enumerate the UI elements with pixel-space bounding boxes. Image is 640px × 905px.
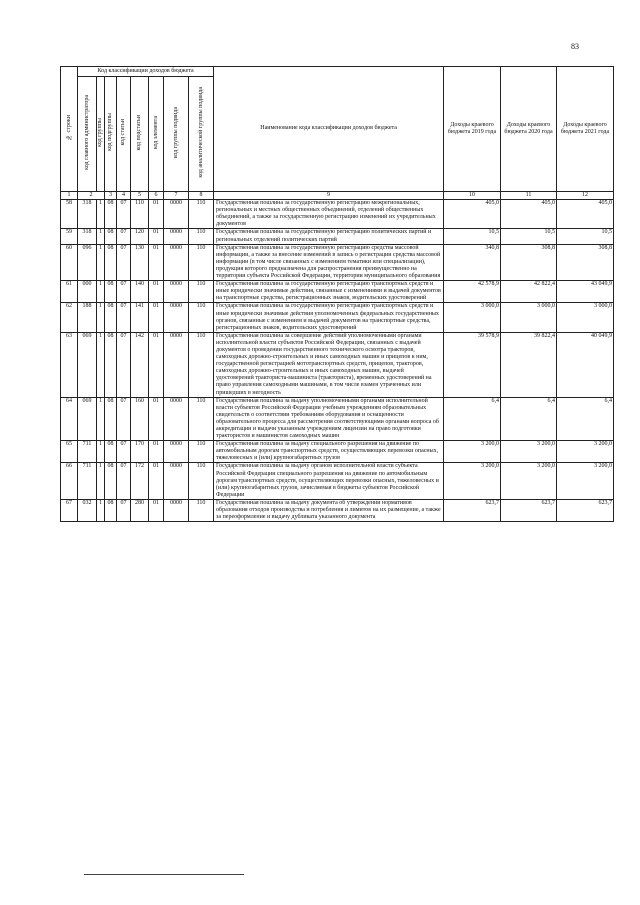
column-number: 4: [117, 192, 131, 200]
subtype-group-code: 0000: [164, 463, 189, 499]
table-row: [61, 441, 614, 463]
column-number: 1: [61, 192, 78, 200]
table-row: [61, 499, 614, 521]
subgroup-code: 08: [105, 303, 117, 332]
admin-code: 188: [78, 303, 97, 332]
element-code: 01: [149, 229, 164, 244]
income-name: Государственная пошлина за государственную регистрацию транспортных средств и иные юридически значимые действия, связанные с изменениями и выдачей документов на транспортные средства, регистрационных знаков, водительских удостоверений: [214, 281, 444, 303]
admin-code: 069: [78, 332, 97, 397]
amount-2020: 39 822,4: [501, 332, 557, 397]
analytic-group-code: 110: [189, 281, 214, 303]
column-number: 9: [214, 192, 444, 200]
column-number: 12: [557, 192, 614, 200]
admin-code: 711: [78, 463, 97, 499]
article-code: 07: [117, 281, 131, 303]
group-code: 1: [97, 244, 105, 280]
subgroup-code: 08: [105, 281, 117, 303]
amount-2021: 40 049,9: [557, 332, 614, 397]
income-name: Государственная пошлина за государственную регистрацию транспортных средств и иные юридически значимые действия уполномоченных федеральных государственных органов, связанные с изменением и выдачей документов на транспортные средства, регистрационных знаков, водительских удостоверений: [214, 303, 444, 332]
row-number: 59: [61, 229, 78, 244]
row-number: 58: [61, 200, 78, 229]
subarticle-code: 141: [131, 303, 149, 332]
amount-2021: 10,5: [557, 229, 614, 244]
analytic-group-code: 110: [189, 441, 214, 463]
subtype-group-code: 0000: [164, 332, 189, 397]
table-row: [61, 303, 614, 332]
amount-2020: 3 000,0: [501, 303, 557, 332]
subgroup-code: 08: [105, 244, 117, 280]
amount-2021: 623,7: [557, 499, 614, 521]
amount-2019: 3 200,0: [444, 441, 501, 463]
amount-2020: 6,4: [501, 397, 557, 441]
header-subgroup-code: код подгруппы: [105, 77, 117, 192]
table-body: [61, 200, 614, 522]
column-number: 8: [189, 192, 214, 200]
amount-2019: 42 578,9: [444, 281, 501, 303]
amount-2019: 405,0: [444, 200, 501, 229]
subtype-group-code: 0000: [164, 200, 189, 229]
subarticle-code: 160: [131, 397, 149, 441]
admin-code: 032: [78, 499, 97, 521]
header-2021: Доходы краевого бюджета 2021 года: [557, 67, 614, 192]
analytic-group-code: 110: [189, 229, 214, 244]
element-code: 01: [149, 303, 164, 332]
article-code: 07: [117, 332, 131, 397]
analytic-group-code: 110: [189, 200, 214, 229]
group-code: 1: [97, 229, 105, 244]
admin-code: 096: [78, 244, 97, 280]
amount-2019: 3 200,0: [444, 463, 501, 499]
header-admin-code: код главного администратора: [78, 77, 97, 192]
article-code: 07: [117, 244, 131, 280]
income-name: Государственная пошлина за государственную регистрацию средства массовой информации, а также за внесение изменений в запись о регистрации средства массовой информации (в том числе связанных с изменением тематики или специализации), продукция которого предназначена для распространения преимущественно на территории субъекта Российской Федерации, территории муниципального образования: [214, 244, 444, 280]
article-code: 07: [117, 200, 131, 229]
column-number: 5: [131, 192, 149, 200]
header-subtype-group-code: код группы подвида: [164, 77, 189, 192]
element-code: 01: [149, 441, 164, 463]
subtype-group-code: 0000: [164, 244, 189, 280]
amount-2020: 308,8: [501, 244, 557, 280]
amount-2019: 3 000,0: [444, 303, 501, 332]
income-name: Государственная пошлина за государственную регистрацию межрегиональных, региональных и местных общественных объединений, отделений общественных объединений, а также за государственную регистрацию изменений их учредительных документов: [214, 200, 444, 229]
amount-2019: 39 578,9: [444, 332, 501, 397]
subtype-group-code: 0000: [164, 397, 189, 441]
row-number: 60: [61, 244, 78, 280]
subgroup-code: 08: [105, 229, 117, 244]
amount-2020: 405,0: [501, 200, 557, 229]
amount-2021: 43 049,9: [557, 281, 614, 303]
income-name: Государственная пошлина за совершение действий уполномоченными органами исполнительной власти субъектов Российской Федерации, связанных с выдачей документов о проведении государственного технического осмотра тракторов, самоходных дорожно-строительных и иных самоходных машин и прицепов к ним, государственной регистрацией мототранспортных средств, прицепов, тракторов, самоходных дорожно-строительных и иных самоходных машин, выдачей удостоверений тракториста-машиниста (тракториста), временных удостоверений на право управления самоходными машинами, в том числе взамен утраченных или пришедших в негодность: [214, 332, 444, 397]
header-row-number: № строки: [61, 67, 78, 192]
header-article-code: код статьи: [117, 77, 131, 192]
analytic-group-code: 110: [189, 499, 214, 521]
subgroup-code: 08: [105, 200, 117, 229]
subarticle-code: 280: [131, 499, 149, 521]
admin-code: 000: [78, 281, 97, 303]
amount-2021: 308,8: [557, 244, 614, 280]
subarticle-code: 142: [131, 332, 149, 397]
subarticle-code: 172: [131, 463, 149, 499]
row-number: 65: [61, 441, 78, 463]
amount-2020: 10,5: [501, 229, 557, 244]
element-code: 01: [149, 200, 164, 229]
header-classification-group: Код классификации доходов бюджета: [78, 67, 214, 77]
amount-2019: 340,8: [444, 244, 501, 280]
income-name: Государственная пошлина за выдачу специального разрешения на движение по автомобильным дорогам транспортных средств, осуществляющих перевозки опасных, тяжеловесных и (или) крупногабаритных грузов: [214, 441, 444, 463]
column-number: 3: [105, 192, 117, 200]
row-number: 67: [61, 499, 78, 521]
article-code: 07: [117, 463, 131, 499]
row-number: 66: [61, 463, 78, 499]
admin-code: 318: [78, 229, 97, 244]
subarticle-code: 120: [131, 229, 149, 244]
article-code: 07: [117, 303, 131, 332]
element-code: 01: [149, 244, 164, 280]
income-name: Государственная пошлина за выдачу документа об утверждении нормативов образования отходов производства и потребления и лимитов на их размещение, а также за переоформление и выдачу дубликата указанного документа: [214, 499, 444, 521]
subarticle-code: 110: [131, 200, 149, 229]
group-code: 1: [97, 397, 105, 441]
row-number: 63: [61, 332, 78, 397]
column-number: 7: [164, 192, 189, 200]
table-row: [61, 397, 614, 441]
header-element-code: код элемента: [149, 77, 164, 192]
table-row: [61, 200, 614, 229]
header-name: Наименование кода классификации доходов бюджета: [214, 67, 444, 192]
column-number: 11: [501, 192, 557, 200]
subgroup-code: 08: [105, 332, 117, 397]
column-number-row: [61, 192, 614, 200]
row-number: 64: [61, 397, 78, 441]
income-name: Государственная пошлина за выдачу органом исполнительной власти субъекта Российской Федерации специального разрешения на движение по автомобильным дорогам транспортных средств, осуществляющих перевозки опасных, тяжеловесных и (или) крупногабаритных грузов, зачисляемая в бюджеты субъектов Российской Федерации: [214, 463, 444, 499]
subarticle-code: 130: [131, 244, 149, 280]
analytic-group-code: 110: [189, 332, 214, 397]
subtype-group-code: 0000: [164, 229, 189, 244]
subtype-group-code: 0000: [164, 303, 189, 332]
amount-2021: 405,0: [557, 200, 614, 229]
page-number: 83: [571, 42, 579, 51]
subarticle-code: 170: [131, 441, 149, 463]
subtype-group-code: 0000: [164, 441, 189, 463]
revenue-classification-table: [60, 66, 614, 522]
admin-code: 069: [78, 397, 97, 441]
group-code: 1: [97, 303, 105, 332]
column-number: 2: [78, 192, 105, 200]
group-code: 1: [97, 281, 105, 303]
subtype-group-code: 0000: [164, 499, 189, 521]
subgroup-code: 08: [105, 441, 117, 463]
amount-2021: 3 000,0: [557, 303, 614, 332]
header-2020: Доходы краевого бюджета 2020 года: [501, 67, 557, 192]
column-number: 10: [444, 192, 501, 200]
table-row: [61, 332, 614, 397]
income-name: Государственная пошлина за выдачу уполномоченными органами исполнительной власти субъектов Российской Федерации учебным учреждениям образовательных свидетельств о соответствии требованиям оборудования и оснащенности образовательного процесса для рассмотрения соответствующими органами вопроса об аккредитации и выдачи указанным учреждениям лицензии на право подготовки трактористов и машинистов самоходных машин: [214, 397, 444, 441]
subgroup-code: 08: [105, 499, 117, 521]
element-code: 01: [149, 499, 164, 521]
row-number: 62: [61, 303, 78, 332]
element-code: 01: [149, 397, 164, 441]
header-group-code: код группы: [97, 77, 105, 192]
group-code: 1: [97, 332, 105, 397]
element-code: 01: [149, 332, 164, 397]
table-row: [61, 463, 614, 499]
amount-2020: 42 822,4: [501, 281, 557, 303]
article-code: 07: [117, 397, 131, 441]
amount-2019: 623,7: [444, 499, 501, 521]
element-code: 01: [149, 463, 164, 499]
table-row: [61, 244, 614, 280]
article-code: 07: [117, 499, 131, 521]
amount-2020: 623,7: [501, 499, 557, 521]
group-code: 1: [97, 441, 105, 463]
subarticle-code: 140: [131, 281, 149, 303]
amount-2021: 3 200,0: [557, 463, 614, 499]
footer-rule: [84, 874, 244, 875]
analytic-group-code: 110: [189, 303, 214, 332]
table-row: [61, 229, 614, 244]
analytic-group-code: 110: [189, 397, 214, 441]
amount-2021: 6,4: [557, 397, 614, 441]
article-code: 07: [117, 229, 131, 244]
header-subarticle-code: код подстатьи: [131, 77, 149, 192]
group-code: 1: [97, 200, 105, 229]
column-number: 6: [149, 192, 164, 200]
group-code: 1: [97, 463, 105, 499]
subgroup-code: 08: [105, 397, 117, 441]
analytic-group-code: 110: [189, 244, 214, 280]
group-code: 1: [97, 499, 105, 521]
header-2019: Доходы краевого бюджета 2019 года: [444, 67, 501, 192]
amount-2019: 10,5: [444, 229, 501, 244]
row-number: 61: [61, 281, 78, 303]
amount-2021: 3 200,0: [557, 441, 614, 463]
analytic-group-code: 110: [189, 463, 214, 499]
amount-2020: 3 200,0: [501, 441, 557, 463]
subgroup-code: 08: [105, 463, 117, 499]
admin-code: 711: [78, 441, 97, 463]
element-code: 01: [149, 281, 164, 303]
subtype-group-code: 0000: [164, 281, 189, 303]
article-code: 07: [117, 441, 131, 463]
income-name: Государственная пошлина за государственную регистрацию политических партий и региональных отделений политических партий: [214, 229, 444, 244]
header-analytic-group-code: код аналитической группы подвида: [189, 77, 214, 192]
table-row: [61, 281, 614, 303]
admin-code: 318: [78, 200, 97, 229]
amount-2020: 3 200,0: [501, 463, 557, 499]
amount-2019: 6,4: [444, 397, 501, 441]
